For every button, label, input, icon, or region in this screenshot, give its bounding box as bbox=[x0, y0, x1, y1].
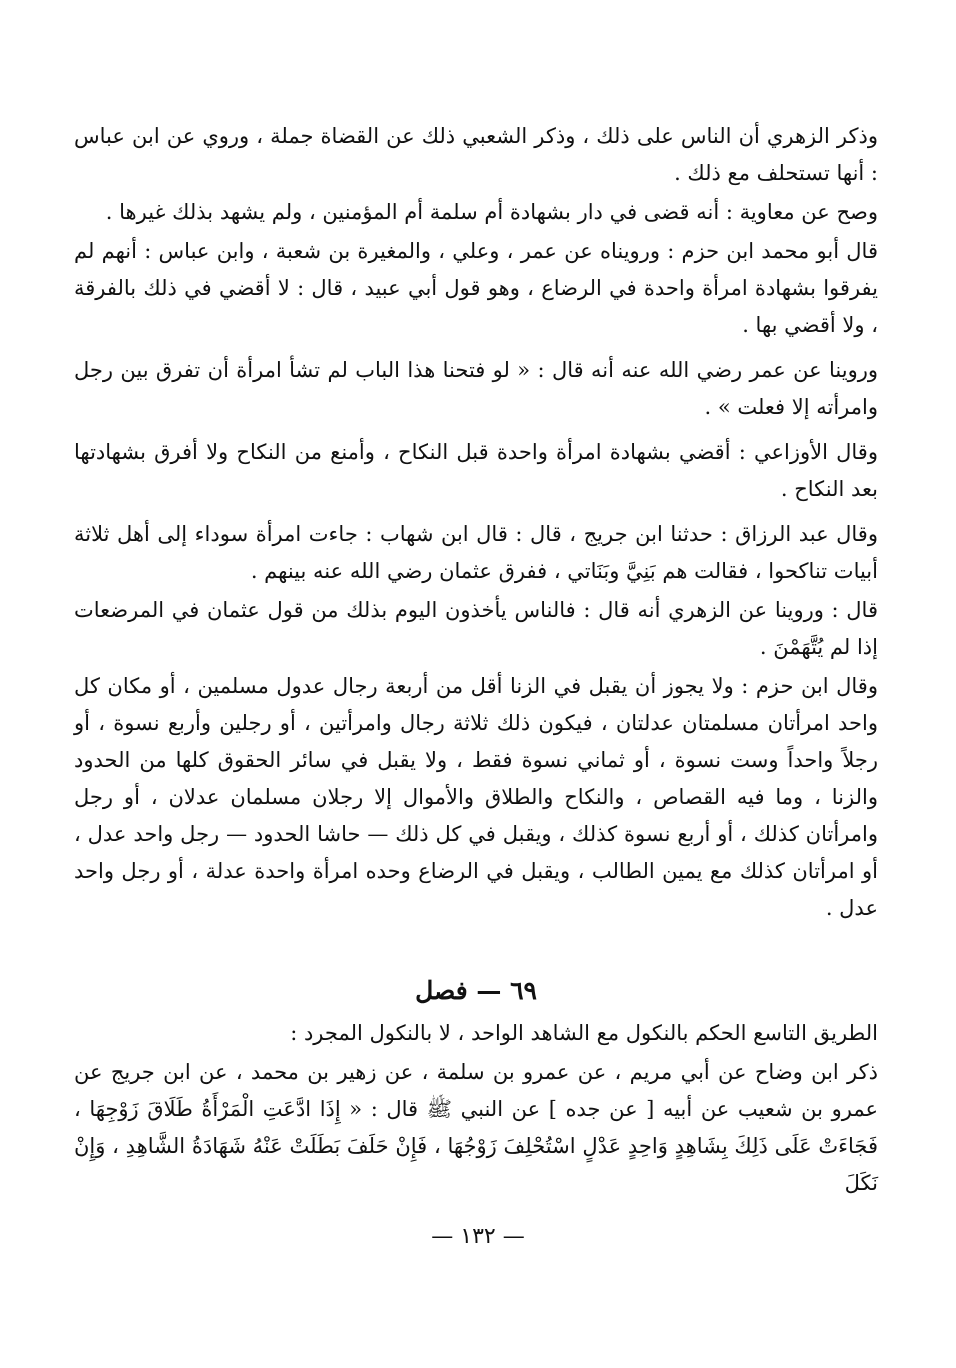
paragraph: وذكر الزهري أن الناس على ذلك ، وذكر الشعبي ذلك عن القضاة جملة ، وروي عن ابن عباس : أنها تستحلف مع ذلك . bbox=[74, 124, 878, 185]
paragraph: وروينا عن عمر رضي الله عنه أنه قال : « لو فتحنا هذا الباب لم تشأ امرأة أن تفرق بين رجل وامرأته إلا فعلت » . bbox=[74, 358, 878, 419]
paragraph: وقال ابن حزم : ولا يجوز أن يقبل في الزنا أقل من أربعة رجال عدول مسلمين ، أو مكان كل واحد امرأتان مسلمتان عدلتان ، فيكون ذلك ثلاثة رجال وامرأتين ، أو رجلين وأربع نسوة ، أو رجلاً واحداً وست نسوة ، أو ثماني نسوة فقط ، ولا يقبل في سائر الحقوق كلها من الحدود والزنا ، وما فيه القصاص ، والنكاح والطلاق والأموال إلا رجلان مسلمان عدلان ، أو رجل وامرأتان كذلك ، أو أربع نسوة كذلك ، ويقبل في كل ذلك — حاشا الحدود — رجل واحد عدل ، أو امرأتان كذلك مع يمين الطالب ، ويقبل في الرضاع وحده امرأة واحدة عدلة ، أو رجل واحد عدل . bbox=[74, 674, 878, 920]
section-paragraph: ذكر ابن وضاح عن أبي مريم ، عن عمرو بن سلمة ، عن زهير بن محمد ، عن ابن جريج عن عمرو بن شعيب عن أبيه [ عن جده ] عن النبي ﷺ قال : « إِذَا ادَّعَتِ الْمَرْأَةُ طَلَاقَ زَوْجِهَا ، فَجَاءَتْ عَلَى ذَلِكَ بِشَاهِدٍ وَاحِدٍ عَدْلٍ اسْتُحْلِفَ زَوْجُهَا ، فَإِنْ حَلَفَ بَطَلَتْ عَنْهُ شَهَادَةُ الشَّاهِدِ ، وَإِنْ نَكَلَ bbox=[74, 1060, 879, 1195]
section-heading: ٦٩ — فصل bbox=[415, 976, 537, 1005]
paragraph: وصح عن معاوية : أنه قضى في دار بشهادة أم سلمة أم المؤمنين ، ولم يشهد بذلك غيرها . bbox=[105, 200, 878, 224]
paragraph: قال : وروينا عن الزهري أنه قال : فالناس يأخذون اليوم بذلك من قول عثمان في المرضعات إذا لم يُتَّهَمْنَ . bbox=[74, 598, 878, 659]
paragraph: قال أبو محمد ابن حزم : ورويناه عن عمر ، وعلي ، والمغيرة بن شعبة ، وابن عباس : أنهم لم يفرقوا بشهادة امرأة واحدة في الرضاع ، وهو قول أبي عبيد ، قال : لا أقضي في ذلك بالفرقة ، ولا أقضي بها . bbox=[74, 239, 878, 337]
page-number: — ١٣٢ — bbox=[431, 1224, 525, 1249]
page-body bbox=[74, 118, 878, 1204]
section-paragraph: الطريق التاسع الحكم بالنكول مع الشاهد الواحد ، لا بالنكول المجرد : bbox=[290, 1021, 878, 1045]
paragraph: وقال الأوزاعي : أقضي بشهادة امرأة واحدة قبل النكاح ، وأمنع من النكاح ولا أفرق بشهادتها بعد النكاح . bbox=[74, 440, 878, 501]
paragraph: وقال عبد الرزاق : حدثنا ابن جريج ، قال : قال ابن شهاب : جاءت امرأة سوداء إلى أهل ثلاثة أبيات تناكحوا ، فقالت هم بَنِيَّ وبَنَاتي ، ففرق عثمان رضي الله عنه بينهم . bbox=[74, 522, 878, 583]
